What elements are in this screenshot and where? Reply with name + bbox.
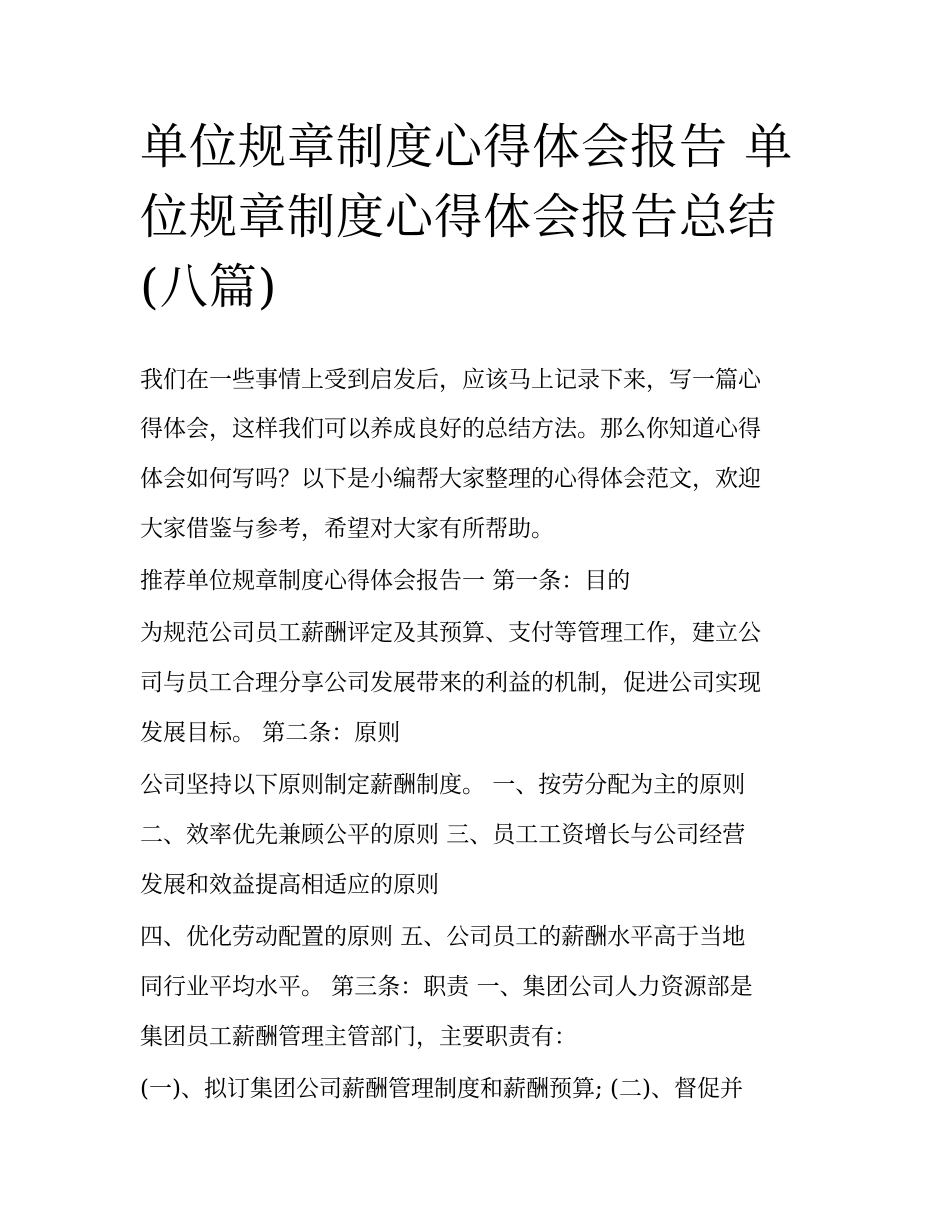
body-text-line: 集团员工薪酬管理主管部门，主要职责有： bbox=[140, 1024, 577, 1050]
body-text-line: 我们在一些事情上受到启发后，应该马上记录下来，写一篇心 bbox=[140, 367, 761, 393]
body-text-line: 二、效率优先兼顾公平的原则 三、员工工资增长与公司经营 bbox=[140, 822, 746, 848]
body-text-line: 公司坚持以下原则制定薪酬制度。 一、按劳分配为主的原则 bbox=[140, 772, 746, 798]
title-line: 位规章制度心得体会报告总结 bbox=[140, 189, 778, 245]
body-text-line: 得体会，这样我们可以养成良好的总结方法。那么你知道心得 bbox=[140, 416, 761, 442]
body-text-line: 发展目标。 第二条：原则 bbox=[140, 720, 401, 746]
body-text-line: 为规范公司员工薪酬评定及其预算、支付等管理工作，建立公 bbox=[140, 620, 761, 646]
body-text-line: 大家借鉴与参考，希望对大家有所帮助。 bbox=[140, 516, 554, 542]
section-heading: 推荐单位规章制度心得体会报告一 第一条：目的 bbox=[140, 568, 631, 594]
body-text-line: 司与员工合理分享公司发展带来的利益的机制，促进公司实现 bbox=[140, 670, 761, 696]
title-line: (八篇) bbox=[140, 259, 278, 315]
body-text-line: 同行业平均水平。 第三条：职责 一、集团公司人力资源部是 bbox=[140, 974, 753, 1000]
body-text-line: 四、优化劳动配置的原则 五、公司员工的薪酬水平高于当地 bbox=[140, 924, 746, 950]
body-text-line: 体会如何写吗？以下是小编帮大家整理的心得体会范文，欢迎 bbox=[140, 466, 761, 492]
title-line: 单位规章制度心得体会报告 单 bbox=[140, 119, 794, 175]
body-text-line: (一)、拟订集团公司薪酬管理制度和薪酬预算; (二)、督促并 bbox=[140, 1076, 743, 1102]
document-title bbox=[140, 112, 820, 322]
body-text-line: 发展和效益提高相适应的原则 bbox=[140, 872, 439, 898]
